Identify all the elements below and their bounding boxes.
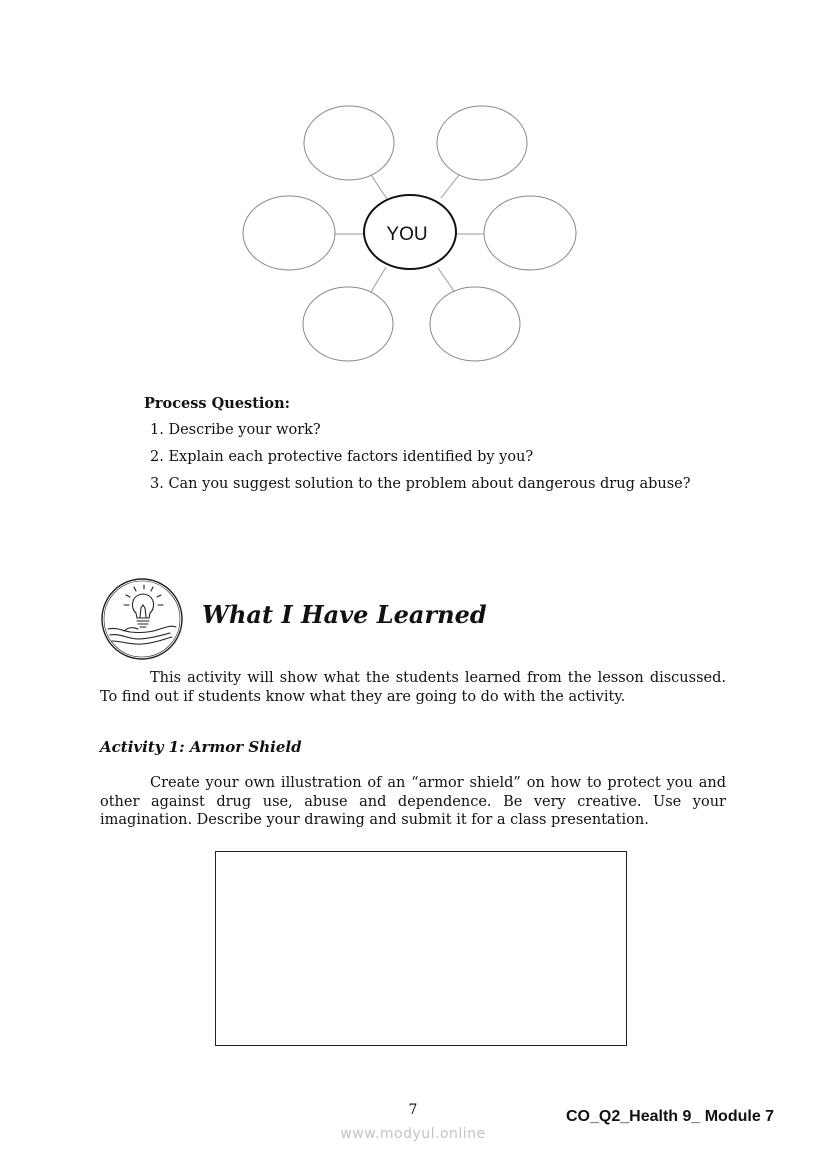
page-number: 7 — [408, 1102, 418, 1118]
connector-line — [371, 175, 387, 199]
activity-title: Activity 1: Armor Shield — [100, 738, 302, 756]
section-intro-text: This activity will show what the students learned from the lesson discussed. To find out if students know what they are going to do with the activity. — [100, 670, 726, 705]
outer-circle-bottom-left — [303, 287, 393, 361]
question-item: 3. Can you suggest solution to the problem about dangerous drug abuse? — [150, 476, 691, 492]
process-question-list — [150, 421, 691, 502]
activity-instructions — [100, 774, 726, 830]
outer-circle-left — [243, 196, 335, 270]
web-diagram — [230, 95, 590, 375]
outer-circle-bottom-right — [430, 287, 520, 361]
watermark: www.modyul.online — [340, 1126, 486, 1142]
section-title: What I Have Learned — [202, 600, 487, 629]
center-label: YOU — [386, 224, 428, 245]
module-code: CO_Q2_Health 9_ Module 7 — [566, 1108, 775, 1125]
connector-line — [371, 267, 386, 292]
question-item: 2. Explain each protective factors identified by you? — [150, 449, 534, 465]
outer-circle-top-right — [437, 106, 527, 180]
activity-instructions-text: Create your own illustration of an “armor shield” on how to protect you and other against drug use, abuse and dependence. Be very creative. Use your imagination. Describe your drawing and submit it for a class presentation. — [100, 775, 726, 828]
outer-circle-right — [484, 196, 576, 270]
connector-line — [438, 268, 454, 291]
section-intro — [100, 669, 726, 706]
outer-circle-top-left — [304, 106, 394, 180]
connector-line — [441, 175, 459, 198]
lightbulb-in-hand-icon — [100, 577, 184, 661]
drawing-area-box — [215, 851, 627, 1046]
process-question-title: Process Question: — [144, 395, 290, 412]
question-item: 1. Describe your work? — [150, 422, 321, 438]
